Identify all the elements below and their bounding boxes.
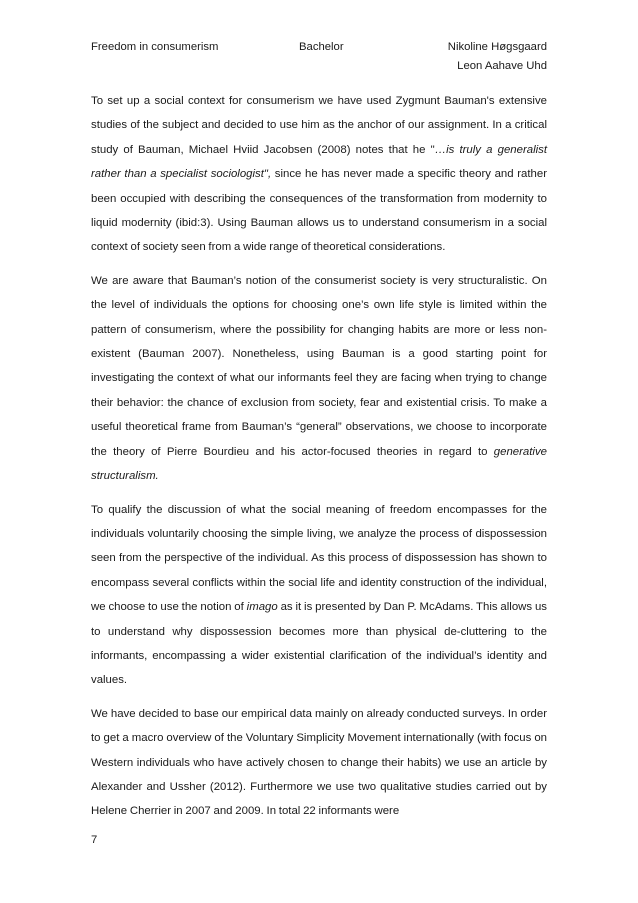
- paragraph-1-text-a: To set up a social context for consumerism we have used Zygmunt Bauman's extensive studies of the subject and decided to use him as the anchor of our assignment. In a critical study of Bauman, Michael Hviid Jacobsen (2008) notes that he ": [91, 95, 547, 156]
- header-degree: Bachelor: [299, 41, 344, 53]
- paragraph-1-text-c: since he has never made a specific theory and rather been occupied with describing the consequences of the transformation from modernity to liquid modernity (ibid:3). Using Bauman allows us to understand consumerism in a social context of society seen from a wide range of theoretical considerations.: [91, 168, 548, 254]
- author-name-2: Leon Aahave Uhd: [457, 60, 547, 72]
- paragraph-4: [91, 702, 547, 824]
- header-title: Freedom in consumerism: [91, 41, 219, 53]
- paragraph-2: [91, 269, 547, 489]
- paragraph-4-text-a: We have decided to base our empirical data mainly on already conducted surveys. In order to get a macro overview of the Voluntary Simplicity Movement internationally (with focus on Western individuals who have actively chosen to change their habits) we use an article by Alexander and Ussher (2012). Furthermore we use two qualitative studies carried out by Helene Cherrier in 2007 and 2009. In total 22 informants were: [91, 707, 547, 818]
- paragraph-2-term: generative structuralism.: [91, 445, 547, 483]
- header-authors: [448, 40, 547, 78]
- paragraph-3: [91, 498, 547, 693]
- paragraph-3-text-c: as it is presented by Dan P. McAdams. This allows us to understand why dispossession becomes more than physical de-cluttering to the informants, encompassing a wider existential clarification of the individual’s identity and values.: [91, 601, 547, 687]
- author-name-1: Nikoline Høgsgaard: [447, 41, 547, 53]
- paragraph-1-quote: …is truly a generalist rather than a specialist sociologist",: [91, 143, 548, 181]
- document-body: [91, 89, 547, 833]
- paragraph-2-text-a: We are aware that Bauman’s notion of the consumerist society is very structuralistic. On the level of individuals the options for choosing one’s own life style is limited within the pattern of consumerism, where the possibility for changing habits are more or less non-existent (Bauman 2007). Nonetheless, using Bauman is a good starting point for investigating the context of what our informants feel they are facing when trying to change their behavior: the chance of exclusion from society, fear and existential crisis. To make a useful theoretical frame from Bauman’s “general” observations, we choose to incorporate the theory of Pierre Bourdieu and his actor-focused theories in regard to: [91, 274, 547, 458]
- paragraph-1: [91, 89, 547, 260]
- paragraph-3-text-a: To qualify the discussion of what the social meaning of freedom encompasses for the individuals voluntarily choosing the simple living, we analyze the process of dispossession seen from the perspective of the individual. As this process of dispossession has shown to encompass several conflicts within the social life and identity construction of the individual, we choose to use the notion of: [91, 503, 547, 614]
- page-number: 7: [91, 834, 98, 846]
- paragraph-3-term: imago: [246, 601, 278, 614]
